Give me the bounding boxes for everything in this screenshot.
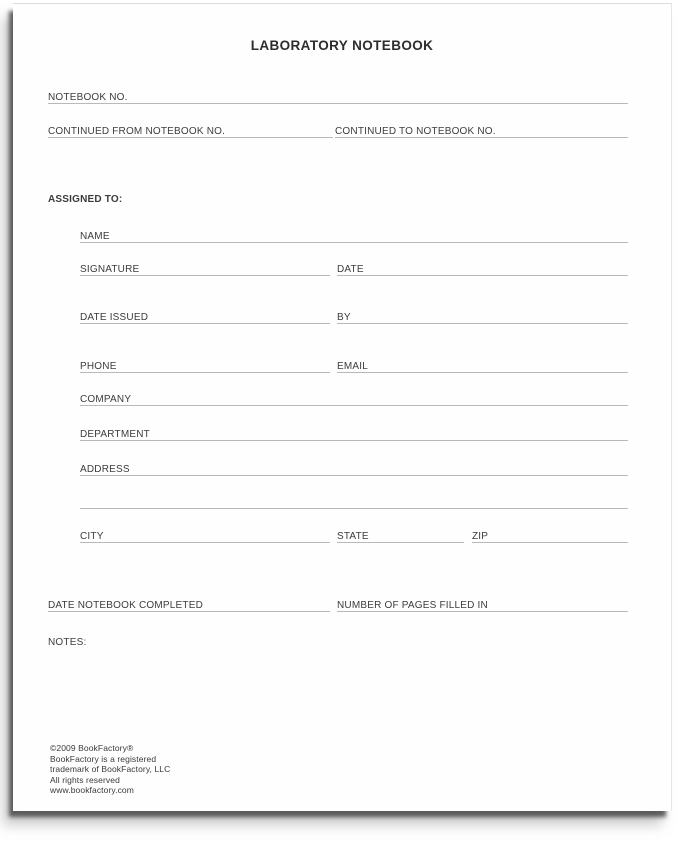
- by-label: BY: [337, 312, 351, 323]
- continued-to-label: CONTINUED TO NOTEBOOK NO.: [335, 126, 496, 137]
- field-zip: [472, 529, 628, 543]
- phone-label: PHONE: [80, 361, 117, 372]
- footer-line: BookFactory is a registered: [50, 753, 157, 764]
- date-label: DATE: [337, 264, 364, 275]
- field-date-issued: [80, 310, 330, 324]
- assigned-to-heading: ASSIGNED TO:: [48, 194, 123, 205]
- page-title: LABORATORY NOTEBOOK: [250, 38, 434, 53]
- city-label: CITY: [80, 531, 104, 542]
- footer-line: All rights reserved: [50, 774, 120, 785]
- field-date-notebook-completed: [48, 598, 330, 612]
- zip-label: ZIP: [472, 531, 489, 542]
- field-notebook-no: [48, 90, 628, 104]
- field-company: [80, 392, 628, 406]
- field-email: [337, 359, 628, 373]
- footer-line: ©2009 BookFactory®: [50, 743, 134, 753]
- date-notebook-completed-label: DATE NOTEBOOK COMPLETED: [48, 600, 203, 611]
- copyright-footer: [50, 743, 170, 796]
- field-department: [80, 427, 628, 441]
- state-label: STATE: [337, 531, 369, 542]
- date-issued-label: DATE ISSUED: [80, 312, 149, 323]
- number-of-pages-filled-in-label: NUMBER OF PAGES FILLED IN: [337, 600, 488, 611]
- footer-line: www.bookfactory.com: [50, 785, 134, 795]
- name-label: NAME: [80, 231, 110, 242]
- signature-label: SIGNATURE: [80, 264, 140, 275]
- notes-label: NOTES:: [48, 637, 87, 648]
- email-label: EMAIL: [337, 361, 369, 372]
- field-phone: [80, 359, 330, 373]
- continued-from-label: CONTINUED FROM NOTEBOOK NO.: [48, 126, 226, 137]
- field-state: [337, 529, 464, 543]
- field-date: [337, 262, 628, 276]
- field-address-line2: [80, 495, 628, 509]
- footer-line: trademark of BookFactory, LLC: [50, 764, 171, 774]
- field-address: [80, 462, 628, 476]
- field-continued-to: [335, 124, 628, 138]
- notebook-no-label: NOTEBOOK NO.: [48, 92, 128, 103]
- field-number-of-pages-filled-in: [337, 598, 628, 612]
- field-city: [80, 529, 330, 543]
- field-name: [80, 229, 628, 243]
- field-continued-from: [48, 124, 333, 138]
- field-by: [337, 310, 628, 324]
- address-label: ADDRESS: [80, 464, 130, 475]
- notebook-form-page: [13, 3, 672, 811]
- company-label: COMPANY: [80, 394, 132, 405]
- department-label: DEPARTMENT: [80, 429, 150, 440]
- field-signature: [80, 262, 330, 276]
